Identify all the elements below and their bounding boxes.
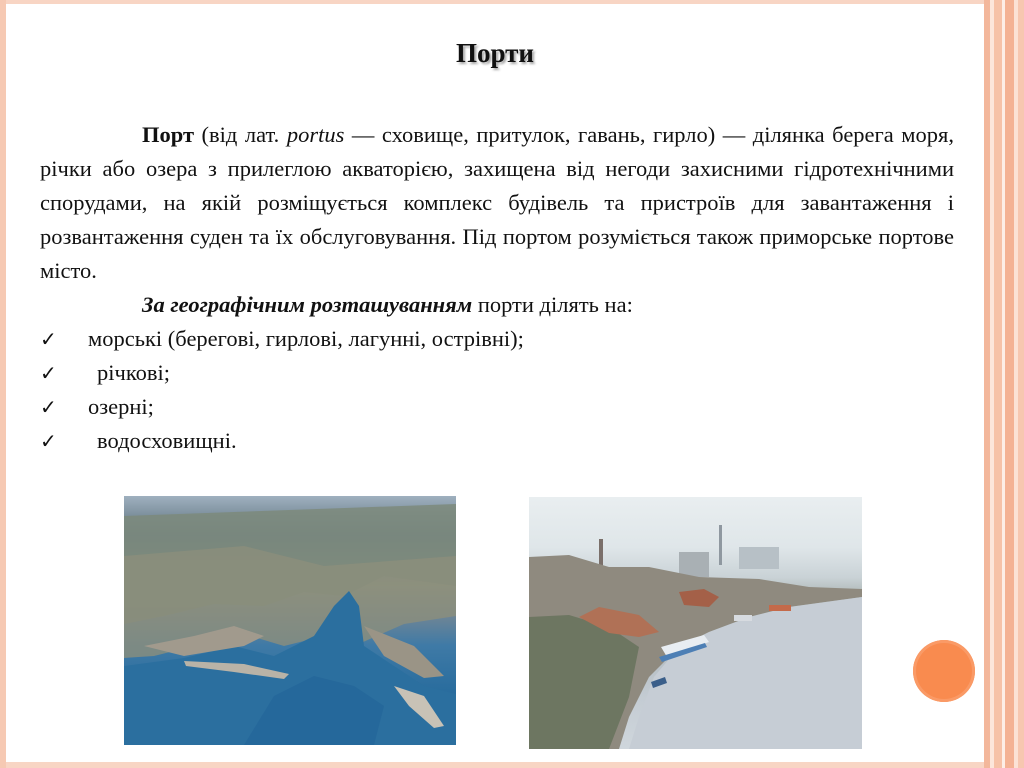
list-item-text: річкові; [97, 360, 170, 385]
list-item-text: водосховищні. [97, 428, 237, 453]
latin-word: portus [286, 122, 345, 147]
slide-body [40, 118, 954, 458]
decorative-stripes [984, 0, 1024, 768]
slide-frame-bottom [6, 762, 984, 768]
check-icon: ✓ [40, 395, 57, 419]
list-item-text: морські (берегові, гирлові, лагунні, острівні); [88, 326, 524, 351]
slide-title: Порти [456, 38, 534, 68]
slide-frame-left [0, 0, 6, 768]
classification-emphasis: За географічним розташуванням [142, 292, 473, 317]
definition-term: Порт [142, 122, 195, 147]
sea-port-aerial-photo [124, 496, 456, 745]
definition-text-b: — сховище, притулок, гавань, гирло) — ділянка берега моря, річки або озера з прилеглою акваторією, захищена від негоди захисними гідротехнічними спорудами, на якій розміщується комплекс будівель та пристроїв для завантаження і розвантаження суден та їх обслуговування. Під портом розуміється також приморське портове місто. [40, 122, 954, 283]
definition-paragraph [40, 118, 954, 288]
list-item-text: озерні; [88, 394, 154, 419]
list-item [40, 390, 954, 424]
slide-frame-top [6, 0, 984, 4]
decorative-orange-circle [913, 640, 975, 702]
list-item [40, 424, 954, 458]
river-port-city-photo [529, 497, 862, 749]
definition-text-a: (від лат. [194, 122, 287, 147]
check-icon: ✓ [40, 327, 57, 351]
list-item [40, 356, 954, 390]
list-item [40, 322, 954, 356]
classification-heading [40, 288, 954, 322]
check-icon: ✓ [40, 429, 57, 453]
classification-rest: порти ділять на: [472, 292, 633, 317]
port-types-list [40, 322, 954, 458]
check-icon: ✓ [40, 361, 57, 385]
